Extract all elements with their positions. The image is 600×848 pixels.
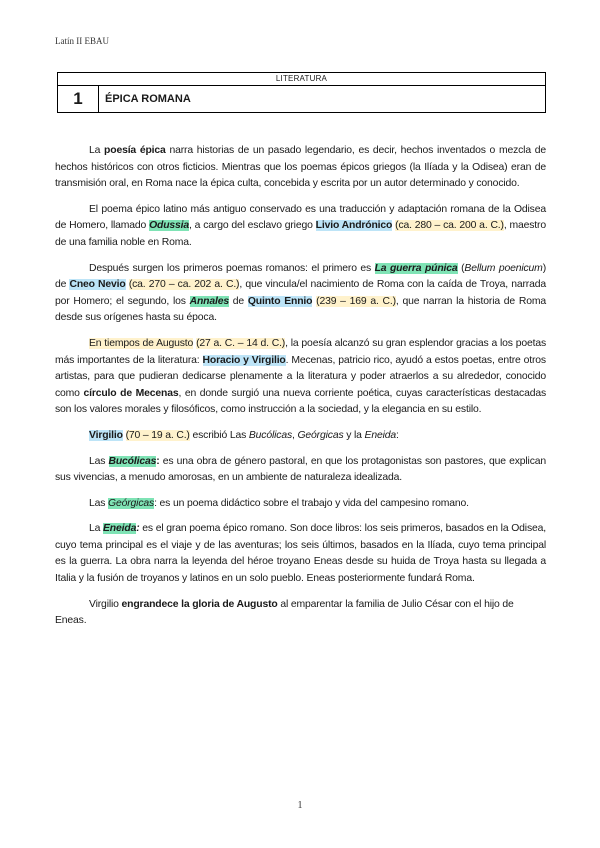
work-georgicas: Geórgicas xyxy=(108,497,155,509)
text: al emparentar la familia de Julio César con el hijo de Eneas. xyxy=(55,598,514,627)
paragraph-virgilio xyxy=(55,428,546,445)
term-gloria-augusto: engrandece la gloria de Augusto xyxy=(121,598,278,610)
text: ) de xyxy=(55,262,546,291)
work-eneida: Eneida xyxy=(103,523,137,535)
paragraph-bucolicas xyxy=(55,454,546,487)
work-annales: Annales xyxy=(189,295,229,307)
text: Las xyxy=(89,497,109,509)
text: escribió Las xyxy=(189,429,249,441)
text: , maestro de una familia noble en Roma. xyxy=(55,220,546,248)
work-eneida-ref: Eneida xyxy=(364,429,397,441)
text: Las xyxy=(89,455,109,467)
section-title: ÉPICA ROMANA xyxy=(99,86,546,113)
section-number: 1 xyxy=(58,86,99,113)
text: , xyxy=(292,429,298,441)
text: , en donde surgió una nueva corriente poética, cuyas características destacadas son los valores morales y filosóficos, como instrucción a la sociedad, y la elegancia en su estilo. xyxy=(55,387,546,416)
text: : xyxy=(396,429,399,441)
running-header: Latín II EBAU xyxy=(55,36,109,46)
text: El poema épico latino más antiguo conservado es una traducción y adaptación romana de la Odisea de Homero, llamado xyxy=(55,203,546,232)
author-quinto-ennio: Quinto Ennio xyxy=(247,295,313,307)
dates-ennio: (239 – 169 a. C.) xyxy=(316,295,396,307)
work-georgicas-ref: Geórgicas xyxy=(297,429,344,441)
text: narra historias de un pasado legendario, es decir, hechos inventados o mezcla de hechos históricos con otros ficticios. Mientras que los poemas épicos griegos (la Ilíada y la Odisea) eran de transmisión oral, en Roma nace la épica culta, concebida y escrita por un autor determinado y conocido. xyxy=(55,145,546,190)
dates-livio: (ca. 280 – ca. 200 a. C.) xyxy=(395,220,504,232)
period-augusto: En tiempos de Augusto xyxy=(89,337,194,349)
paragraph-odussia xyxy=(55,202,546,252)
paragraph-intro xyxy=(55,143,546,193)
term-circulo-mecenas: círculo de Mecenas xyxy=(83,387,179,399)
dates-virgilio: (70 – 19 a. C.) xyxy=(125,429,190,441)
text: : xyxy=(154,497,157,509)
dates-nevio: (ca. 270 – ca. 202 a. C.) xyxy=(128,279,240,291)
work-bellum-poenicum: Bellum poenicum xyxy=(464,262,543,274)
text: es un poema didáctico sobre el trabajo y vida del campesino romano. xyxy=(156,497,469,509)
text: : xyxy=(136,523,140,535)
text: es el gran poema épico romano. Son doce libros: los seis primeros, basados en la Odisea, cuyo tema principal es el viaje y de las aventuras; los seis últimos, basados en la Ilíada, cuyo tema principal es la guerra. La obra narra la leyenda del héroe troyano Eneas desde su huida de Troya hasta su llegada a Italia y la fusión de troyanos y latinos en un solo pueblo. Eneas posteriormente fundará Roma. xyxy=(55,523,546,585)
authors-horacio-virgilio: Horacio y Virgilio xyxy=(202,354,286,366)
work-bucolicas: Bucólicas xyxy=(108,455,157,467)
author-livio-andronico: Livio Andrónico xyxy=(315,220,393,232)
document-body xyxy=(55,143,546,639)
work-odussia: Odussia xyxy=(149,220,190,232)
text: , que vincula/el nacimiento de Roma con la caída de Troya, narrada por Homero; el segundo, los xyxy=(55,279,546,307)
page-number: 1 xyxy=(297,800,303,811)
text: es una obra de género pastoral, en que los protagonistas son pastores, que explican sus vivencias, a menudo amorosas, en un ambiente de naturaleza idealizada. xyxy=(55,455,547,484)
term-poesia-epica: poesía épica xyxy=(104,145,166,156)
dates-augusto: (27 a. C. – 14 d. C.) xyxy=(196,337,286,349)
author-virgilio: Virgilio xyxy=(89,429,123,441)
text: La xyxy=(89,523,104,535)
paragraph-first-poems xyxy=(55,261,546,327)
title-table xyxy=(57,72,546,113)
work-guerra-punica: La guerra púnica xyxy=(374,262,458,274)
section-label: LITERATURA xyxy=(58,73,546,86)
text: Virgilio xyxy=(89,598,122,610)
paragraph-georgicas xyxy=(55,496,546,513)
paragraph-augusto xyxy=(55,336,546,419)
text: , que narran la historia de Roma desde sus orígenes hasta su época. xyxy=(55,295,546,324)
text: Después surgen los primeros poemas romanos: el primero es xyxy=(89,262,375,274)
paragraph-augusto-gloria xyxy=(55,597,546,630)
text: . Mecenas, patricio rico, ayudó a estos poetas, entre otros artistas, para que pudieran dedicarse plenamente a la literatura y poder atraerlos a su alrededor, conocido como xyxy=(55,354,546,399)
work-bucolicas-ref: Bucólicas xyxy=(248,429,292,441)
text: de xyxy=(228,295,248,307)
text: y la xyxy=(343,429,365,441)
text: La xyxy=(89,145,105,156)
paragraph-eneida xyxy=(55,521,546,587)
text: , a cargo del esclavo griego xyxy=(189,220,316,232)
author-cneo-nevio: Cneo Nevio xyxy=(69,279,126,291)
text: ( xyxy=(457,262,465,274)
text: , la poesía alcanzó su gran esplendor gracias a los poetas más importantes de la literatura: xyxy=(55,337,546,366)
text: : xyxy=(156,455,160,467)
